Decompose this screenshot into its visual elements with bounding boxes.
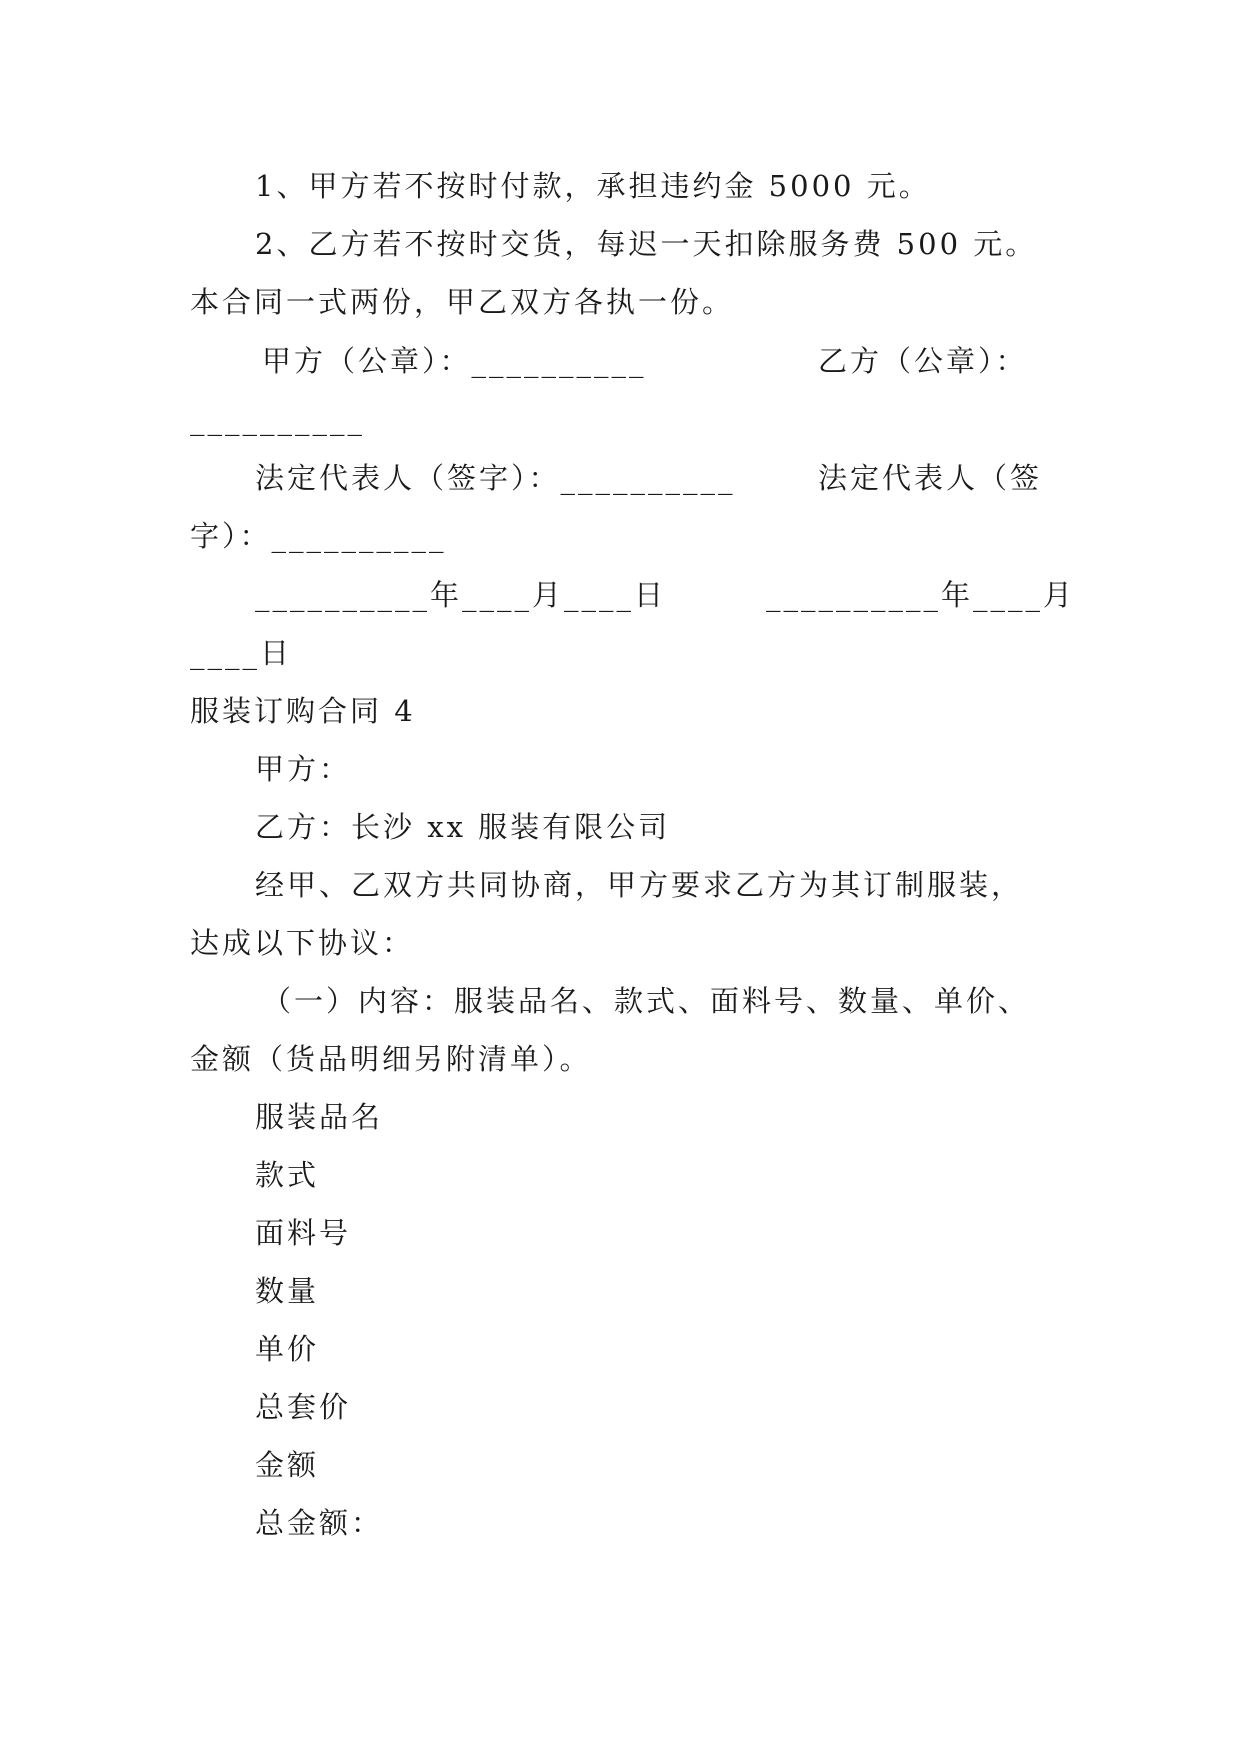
field-item: 数量 bbox=[255, 1274, 320, 1308]
field-item: 总套价 bbox=[255, 1390, 352, 1424]
field-item: 单价 bbox=[255, 1332, 320, 1366]
field-item: 面料号 bbox=[255, 1216, 352, 1250]
party-b-label: 乙方：长沙 xx 服装有限公司 bbox=[255, 810, 671, 844]
field-item: 金额 bbox=[255, 1448, 320, 1482]
content-clause-line-1: （一）内容：服装品名、款式、面料号、数量、单价、 bbox=[262, 984, 1031, 1018]
penalty-clause-1: 1、甲方若不按时付款，承担违约金 5000 元。 bbox=[255, 169, 931, 203]
party-a-representative: 法定代表人（签字）：__________ bbox=[255, 461, 736, 495]
penalty-clause-2: 2、乙方若不按时交货，每迟一天扣除服务费 500 元。 bbox=[255, 227, 1038, 261]
party-b-seal: 乙方（公章）： bbox=[818, 344, 1028, 378]
party-b-representative-cont: 字）：__________ bbox=[190, 519, 447, 553]
party-b-date: __________年____月 bbox=[766, 578, 1076, 612]
field-item: 总金额： bbox=[255, 1506, 384, 1540]
party-b-date-cont: ____日 bbox=[190, 636, 293, 670]
copies-clause: 本合同一式两份，甲乙双方各执一份。 bbox=[190, 285, 735, 319]
field-item: 款式 bbox=[255, 1158, 320, 1192]
content-clause-line-2: 金额（货品明细另附清单）。 bbox=[190, 1042, 592, 1076]
party-b-seal-blank: __________ bbox=[190, 402, 365, 436]
field-item: 服装品名 bbox=[255, 1100, 384, 1134]
party-a-seal: 甲方（公章）：__________ bbox=[262, 344, 647, 378]
contract-title: 服装订购合同 4 bbox=[190, 694, 416, 728]
party-a-label: 甲方： bbox=[255, 752, 352, 786]
party-b-representative: 法定代表人（签 bbox=[818, 461, 1043, 495]
intro-paragraph-line-1: 经甲、乙双方共同协商，甲方要求乙方为其订制服装， bbox=[255, 868, 1024, 902]
party-a-date: __________年____月____日 bbox=[255, 578, 667, 612]
intro-paragraph-line-2: 达成以下协议： bbox=[190, 926, 415, 960]
